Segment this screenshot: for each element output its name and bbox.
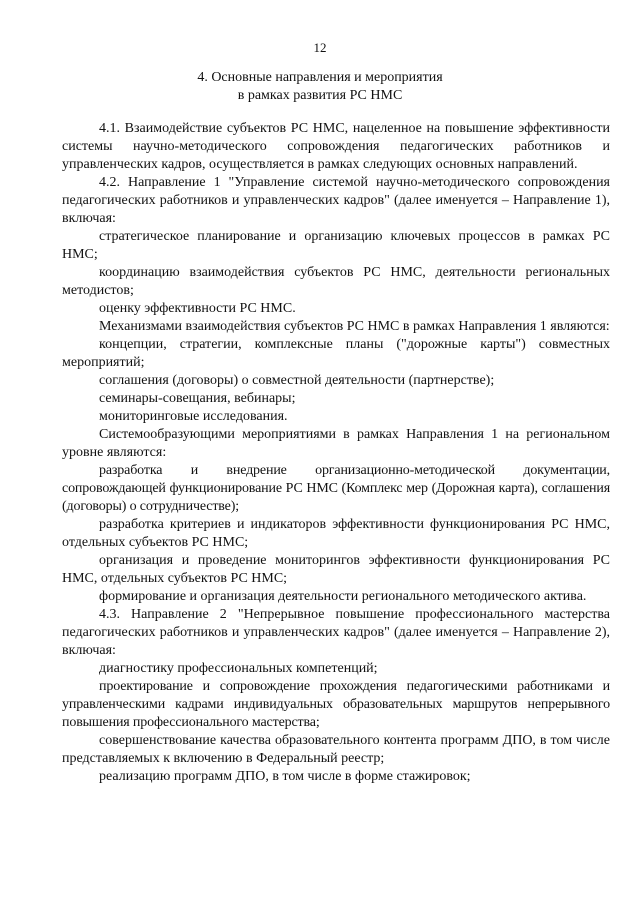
page-number: 12 — [313, 40, 327, 55]
list-item: реализацию программ ДПО, в том числе в форме стажировок; — [99, 769, 471, 784]
list-item: соглашения (договоры) о совместной деятельности (партнерстве); — [99, 373, 495, 388]
paragraph: Механизмами взаимодействия субъектов РС НМС в рамках Направления 1 являются: — [99, 319, 610, 334]
list-item: формирование и организация деятельности регионального методического актива. — [99, 589, 587, 604]
document-body — [62, 120, 610, 786]
list-item: диагностику профессиональных компетенций; — [99, 661, 378, 676]
section-title-line-1: 4. Основные направления и мероприятия — [197, 70, 443, 85]
list-item: разработка и внедрение организационно-методической документации, сопровождающей функционирование РС НМС (Комплекс мер (Дорожная карта), соглашения (договоры) о сотрудничестве); — [62, 463, 610, 514]
paragraph-4-2: 4.2. Направление 1 "Управление системой научно-методического сопровождения педагогических работников и управленческих кадров" (далее именуется – Направление 1), включая: — [62, 175, 610, 226]
list-item: концепции, стратегии, комплексные планы ("дорожные карты") совместных мероприятий; — [62, 337, 610, 370]
list-item: мониторинговые исследования. — [99, 409, 288, 424]
list-item: стратегическое планирование и организацию ключевых процессов в рамках РС НМС; — [62, 229, 610, 262]
list-item: организация и проведение мониторингов эффективности функционирования РС НМС, отдельных субъектов РС НМС; — [62, 553, 610, 586]
paragraph: Системообразующими мероприятиями в рамках Направления 1 на региональном уровне являются: — [62, 427, 610, 460]
paragraph-4-3: 4.3. Направление 2 "Непрерывное повышение профессионального мастерства педагогических работников и управленческих кадров" (далее именуется – Направление 2), включая: — [62, 607, 610, 658]
list-item: семинары-совещания, вебинары; — [99, 391, 296, 406]
list-item: совершенствование качества образовательного контента программ ДПО, в том числе представляемых к включению в Федеральный реестр; — [62, 733, 610, 766]
section-heading — [0, 69, 640, 105]
list-item: оценку эффективности РС НМС. — [99, 301, 296, 316]
paragraph-4-1: 4.1. Взаимодействие субъектов РС НМС, нацеленное на повышение эффективности системы научно-методического сопровождения педагогических работников и управленческих кадров, осуществляется в рамках следующих основных направлений. — [62, 121, 610, 172]
list-item: координацию взаимодействия субъектов РС НМС, деятельности региональных методистов; — [62, 265, 610, 298]
list-item: проектирование и сопровождение прохождения педагогическими работниками и управленческими кадрами индивидуальных образовательных маршрутов непрерывного повышения профессионального мастерства; — [62, 679, 610, 730]
section-title-line-2: в рамках развития РС НМС — [237, 88, 403, 103]
list-item: разработка критериев и индикаторов эффективности функционирования РС НМС, отдельных субъектов РС НМС; — [62, 517, 610, 550]
